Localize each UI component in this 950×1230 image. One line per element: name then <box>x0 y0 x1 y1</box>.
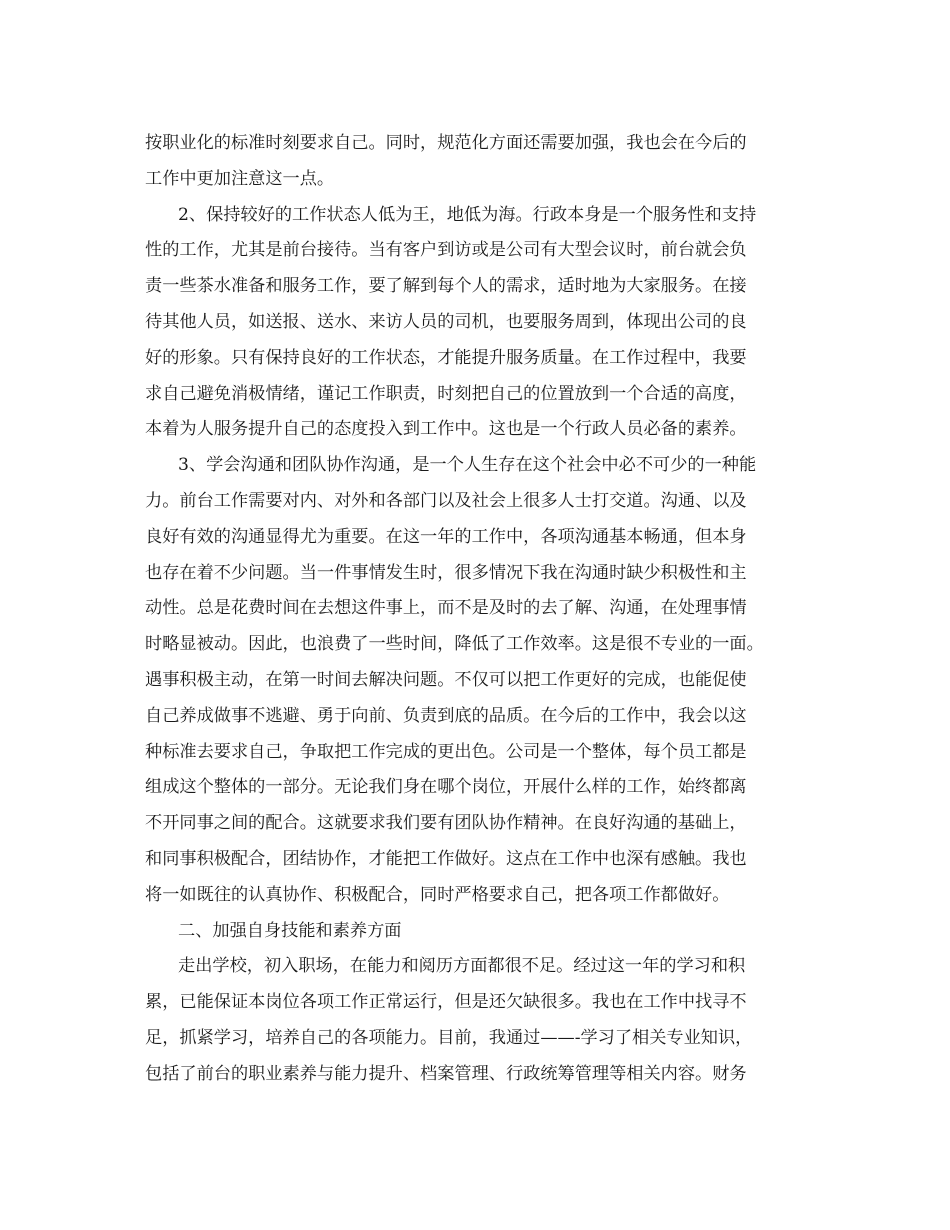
text-line: 按职业化的标准时刻要求自己。同时，规范化方面还需要加强，我也会在今后的 <box>145 133 747 153</box>
text-line: 力。前台工作需要对内、对外和各部门以及社会上很多人士打交道。沟通、以及 <box>145 490 747 511</box>
text-line: 性的工作，尤其是前台接待。当有客户到访或是公司有大型会议时，前台就会负 <box>145 240 747 261</box>
text-line: 好的形象。只有保持良好的工作状态，才能提升服务质量。在工作过程中，我要 <box>145 347 747 368</box>
text-line: 自己养成做事不逃避、勇于向前、负责到底的品质。在今后的工作中，我会以这 <box>145 705 747 726</box>
text-line: 2、保持较好的工作状态人低为王，地低为海。行政本身是一个服务性和支持 <box>178 204 757 225</box>
text-line: 累，已能保证本岗位各项工作正常运行，但是还欠缺很多。我也在工作中找寻不 <box>145 992 747 1013</box>
text-line: 本着为人服务提升自己的态度投入到工作中。这也是一个行政人员必备的素养。 <box>145 419 747 440</box>
text-line: 包括了前台的职业素养与能力提升、档案管理、行政统筹管理等相关内容。财务 <box>145 1063 747 1084</box>
text-line: 和同事积极配合，团结协作，才能把工作做好。这点在工作中也深有感触。我也 <box>145 848 747 869</box>
document-body <box>145 126 805 1093</box>
text-line: 组成这个整体的一部分。无论我们身在哪个岗位，开展什么样的工作，始终都离 <box>145 777 747 798</box>
text-line: 良好有效的沟通显得尤为重要。在这一年的工作中，各项沟通基本畅通，但本身 <box>145 526 747 547</box>
text-line: 工作中更加注意这一点。 <box>145 168 335 189</box>
text-line: 3、学会沟通和团队协作沟通，是一个人生存在这个社会中必不可少的一种能 <box>178 455 757 476</box>
text-line: 动性。总是花费时间在去想这件事上，而不是及时的去了解、沟通，在处理事情 <box>145 598 747 619</box>
text-line: 遇事积极主动，在第一时间去解决问题。不仅可以把工作更好的完成，也能促使 <box>145 669 747 690</box>
text-line: 足，抓紧学习，培养自己的各项能力。目前，我通过——-学习了相关专业知识， <box>145 1027 753 1048</box>
text-line: 二、加强自身技能和素养方面 <box>178 920 402 941</box>
text-line: 走出学校，初入职场，在能力和阅历方面都很不足。经过这一年的学习和积 <box>178 956 746 977</box>
text-line: 不开同事之间的配合。这就要求我们要有团队协作精神。在良好沟通的基础上， <box>145 813 747 834</box>
text-line: 求自己避免消极情绪，谨记工作职责，时刻把自己的位置放到一个合适的高度， <box>145 383 747 404</box>
text-line: 责一些茶水准备和服务工作，要了解到每个人的需求，适时地为大家服务。在接 <box>145 276 747 297</box>
text-line: 将一如既往的认真协作、积极配合，同时严格要求自己，把各项工作都做好。 <box>145 884 730 905</box>
text-line: 待其他人员，如送报、送水、来访人员的司机，也要服务周到，体现出公司的良 <box>145 311 747 332</box>
text-line: 时略显被动。因此，也浪费了一些时间，降低了工作效率。这是很不专业的一面。 <box>145 634 764 655</box>
text-line: 也存在着不少问题。当一件事情发生时，很多情况下我在沟通时缺少积极性和主 <box>145 562 747 583</box>
text-line: 种标准去要求自己，争取把工作完成的更出色。公司是一个整体，每个员工都是 <box>145 741 747 762</box>
